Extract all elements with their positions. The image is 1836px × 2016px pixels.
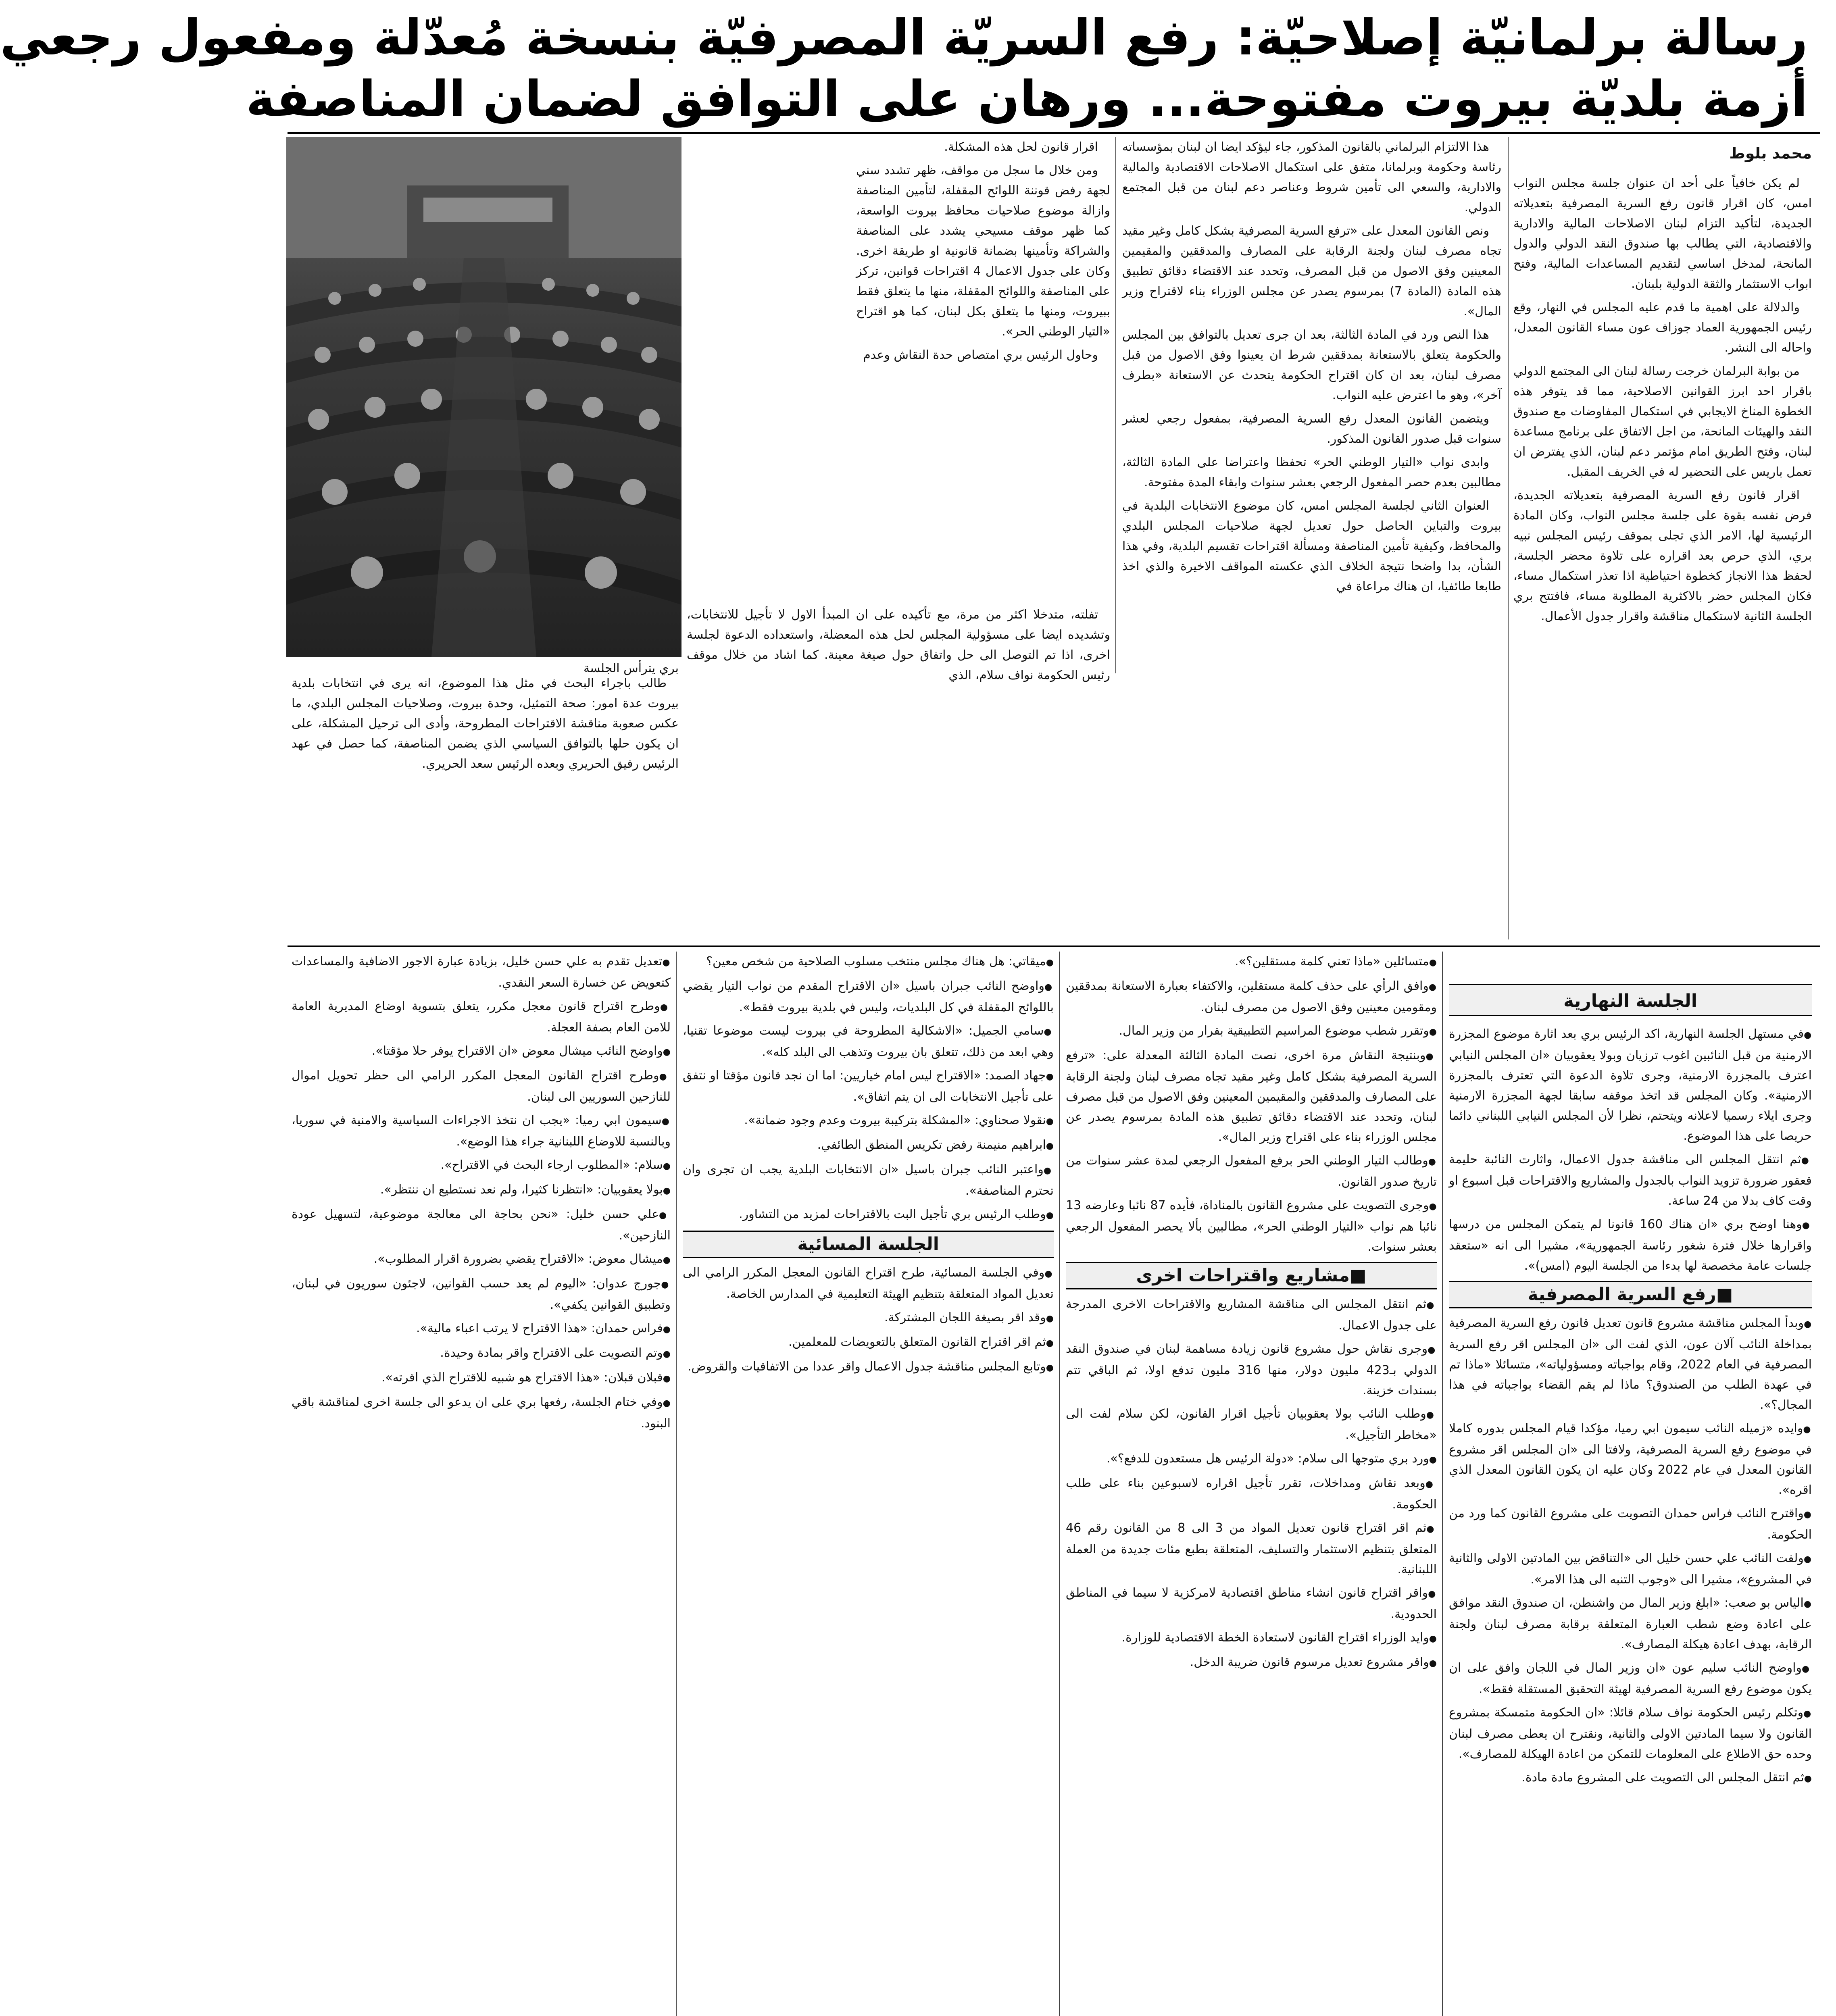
column-divider [676, 952, 677, 2016]
byline: محمد بلوط [1729, 144, 1812, 162]
paragraph: اقرار قانون رفع السرية المصرفية بتعديلاته الجديدة، فرض نفسه بقوة على جلسة مجلس النواب، وكان المادة الرئيسية لها، الامر الذي تجلى بموقف رئيس المجلس نبيه بري، الذي حرص بعد اقراره على تلاوة محضر الجلسة، لحفظ هذا الانجاز كخطوة احتياطية اذا تعذر استكمال مساء، فكان المجلس حضر بالاكثرية المطلوبة مساء، فافتتح بري الجلسة الثانية لاستكمال مناقشة واقرار جدول الأعمال. [1513, 488, 1812, 623]
list-item: ● وافق الرأي على حذف كلمة مستقلين، والاكتفاء بعبارة الاستعانة بمدققين ومقومين معينين وفق الاصول من مصرف لبنان. [1066, 976, 1437, 1018]
list-item: ● وطالب التيار الوطني الحر برفع المفعول الرجعي لمدة عشر سنوات من تاريخ صدور القانون. [1066, 1151, 1437, 1192]
lower-column-1 [1449, 1024, 1812, 2016]
lower-column-3 [683, 952, 1054, 2016]
paragraph: ونص القانون المعدل على «ترفع السرية المصرفية بشكل كامل وغير مقيد تجاه مصرف لبنان ولجنة الرقابة على المصارف والمدققين والمقيمين المعينين وفق الاصول من قبل المصرف، وتحدد عند الاقتضاء دقائق تطبيق هذه المادة (المادة 7) بمرسوم يصدر عن مجلس الوزراء بناء لاقتراح وزير المال». [1122, 224, 1502, 319]
list-item: ● واعتبر النائب جبران باسيل «ان الانتخابات البلدية يجب ان تجرى وان تحترم المناصفة». [683, 1160, 1054, 1201]
article-column-2 [1122, 137, 1501, 939]
list-item: ● واقر اقتراح قانون انشاء مناطق اقتصادية لامركزية لا سيما في المناطق الحدودية. [1066, 1583, 1437, 1624]
photo-image [286, 137, 681, 657]
paragraph: وحاول الرئيس بري امتصاص حدة النقاش وعدم [863, 348, 1098, 362]
article-column-3-continued [687, 605, 1110, 682]
section-heading-other-bills: ■ مشاريع واقتراحات اخرى [1066, 1262, 1437, 1289]
paragraph: ومن خلال ما سجل من مواقف، ظهر تشدد سني لجهة رفض قوننة اللوائح المقفلة، لتأمين المناصفة وازالة موضوع صلاحيات محافظ بيروت الواسعة، كما ظهر موقف مسيحي يشدد على المناصفة والشراكة وتأمينها بضمانة قانونية او طريقة اخرى. وكان على جدول الاعمال 4 اقتراحات قوانين، تركز على المناصفة واللوائح المقفلة، منها ما يتعلق فقط ببيروت، ومنها ما يتعلق بكل لبنان، كما هو اقتراح «التيار الوطني الحر». [856, 163, 1110, 339]
paragraph: لم يكن خافياً على أحد ان عنوان جلسة مجلس النواب امس، كان اقرار قانون رفع السرية المصرفية بتعديلاته الجديدة، لتأكيد التزام لبنان الاصلاحات المالية والادارية والاقتصادية، التي يطالب بها صندوق النقد الدولي والدول المانحة، لمدخل اساسي لتقديم المساعدات المالية، وفتح ابواب الاستثمار والثقة الدولية بلبنان. [1513, 176, 1812, 291]
list-item: ● وايده «زميله النائب سيمون ابي رميا، مؤكدا قيام المجلس بدوره كاملا في موضوع رفع السرية المصرفية، ولافتا الى «ان المجلس اقر مشروع القانون المعدل في عام 2022 وكان عليه ان يكون القانون المعدل الذي اقره». [1449, 1418, 1812, 1500]
list-item: ● ثم اقر اقتراح قانون تعديل المواد من 3 الى 8 من القانون رقم 46 المتعلق بتنظيم الاستثمار والتسليف، المتعلقة بطبع مئات جديدة من العملة اللبنانية. [1066, 1518, 1437, 1580]
list-item: ● واقترح النائب فراس حمدان التصويت على مشروع القانون كما ورد من الحكومة. [1449, 1504, 1812, 1545]
paragraph: طالب باجراء البحث في مثل هذا الموضوع، انه يرى في انتخابات بلدية بيروت عدة امور: صحة التمثيل، وحدة بيروت، وصلاحيات المجلس البلدي، ما عكس صعوبة مناقشة الاقتراحات المطروحة، وأدى الى ترحيل المشكلة، على ان يكون حلها بالتوافق السياسي الذي يضمن المناصفة، كما حصل في عهد الرئيس رفيق الحريري وبعده الرئيس سعد الحريري. [292, 676, 679, 771]
list-item: ● وتم التصويت على الاقتراح واقر بمادة وحيدة. [292, 1343, 671, 1364]
list-item: ● واوضح النائب جبران باسيل «ان الاقتراح المقدم من نواب التيار يقضي باللوائح المقفلة في كل البلديات، وليس في بلدية بيروت فقط». [683, 976, 1054, 1018]
list-item: ● وهنا اوضح بري «ان هناك 160 قانونا لم يتمكن المجلس من درسها واقرارها خلال فترة شغور رئاسة الجمهورية»، مشيرا الى انه «ستعقد جلسات عامة مخصصة لها بدءا من الجلسة اليوم (امس)». [1449, 1214, 1812, 1276]
list-item: ● وتقرر شطب موضوع المراسيم التطبيقية بقرار من وزير المال. [1066, 1021, 1437, 1042]
list-item: ● ورد بري متوجها الى سلام: «دولة الرئيس هل مستعدون للدفع؟». [1066, 1449, 1437, 1470]
list-item: ● وطلب النائب بولا يعقوبيان تأجيل اقرار القانون، لكن سلام لفت الى «مخاطر التأجيل». [1066, 1404, 1437, 1445]
paragraph: هذا النص ورد في المادة الثالثة، بعد ان جرى تعديل بالتوافق بين المجلس والحكومة يتعلق بالاستعانة بمدققين شرط ان يعينوا وفق الاصول من قبل مصرف لبنان، بعد ان كان اقتراح الحكومة يتحدث عن الاستعانة «بطرف آخر»، وهو ما اعترض عليه النواب. [1122, 328, 1501, 402]
article-column-1 [1513, 173, 1812, 939]
section-heading-evening-session: الجلسة المسائية [683, 1231, 1054, 1258]
list-item: ● الياس بو صعب: «ابلغ وزير المال من واشنطن، ان صندوق النقد موافق على اعادة وضع شطب العبارة المتعلقة برقابة مصرف لبنان ولجنة الرقابة، بهدف اعادة هيكلة المصارف». [1449, 1593, 1812, 1655]
paragraph: والدلالة على اهمية ما قدم عليه المجلس في النهار، وقع رئيس الجمهورية العماد جوزاف عون مساء القانون المعدل، واحاله الى النشر. [1513, 300, 1812, 355]
list-item: ● وطرح اقتراح القانون المعجل المكرر الرامي الى حظر تحويل اموال للنازحين السوريين الى لبنان. [292, 1066, 671, 1107]
list-item: ● وجرى نقاش حول مشروع قانون زيادة مساهمة لبنان في صندوق النقد الدولي بـ423 مليون دولار، منها 316 مليون تدفع اولا، ثم الباقي تتم بسندات خزينة. [1066, 1339, 1437, 1401]
list-item: ● وقد اقر بصيغة اللجان المشتركة. [683, 1308, 1054, 1329]
list-item: ● وطرح اقتراح قانون معجل مكرر، يتعلق بتسوية اوضاع المديرية العامة للامن العام بصفة العجلة. [292, 996, 671, 1038]
article-column-3 [856, 137, 1110, 601]
list-item: ● وفي ختام الجلسة، رفعها بري على ان يدعو الى جلسة اخرى لمناقشة باقي البنود. [292, 1392, 671, 1434]
paragraph: هذا الالتزام البرلماني بالقانون المذكور، جاء ليؤكد ايضا ان لبنان بمؤسساته رئاسة وحكومة وبرلمانا، متفق على استكمال الاصلاحات الاقتصادية والمالية والادارية، والسعي الى تأمين شروط وعناصر دعم لبنان من قبل المجتمع الدولي. [1122, 140, 1501, 215]
photo-caption: بري يترأس الجلسة [584, 661, 679, 675]
list-item: ● وبنتيجة النقاش مرة اخرى، نصت المادة الثالثة المعدلة على: «ترفع السرية المصرفية بشكل كامل وغير مقيد تجاه مصرف لبنان ولجنة الرقابة على المصارف والمدققين والمقيمين المعينين وفق الاصول من قبل مصرف لبنان، وتحدد عند الاقتضاء دقائق تطبيق هذه المادة بمرسوم يصدر عن مجلس الوزراء بناء على اقتراح وزير المال». [1066, 1045, 1437, 1148]
list-item: ● ثم انتقل المجلس الى مناقشة المشاريع والاقتراحات الاخرى المدرجة على جدول الاعمال. [1066, 1294, 1437, 1336]
list-item: ● ميقاتي: هل هناك مجلس منتخب مسلوب الصلاحية من شخص معين؟ [683, 952, 1054, 973]
list-item: ● فراس حمدان: «هذا الاقتراح لا يرتب اعباء مالية». [292, 1318, 671, 1340]
list-item: ● وطلب الرئيس بري تأجيل البت بالاقتراحات لمزيد من التشاور. [683, 1204, 1054, 1226]
list-item: ● ولفت النائب علي حسن خليل الى «التناقض بين المادتين الاولى والثانية في المشروع»، مشيرا الى «وجوب التنبه الى هذا الامر». [1449, 1548, 1812, 1590]
column-divider [1059, 952, 1060, 2016]
list-item: ● وبدأ المجلس مناقشة مشروع قانون تعديل قانون رفع السرية المصرفية بمداخلة النائب آلان عون، الذي لفت الى «ان المجلس اقر رفع السرية المصرفية في العام 2022، وقام بواجباته ومسؤولياته»، متسائلا «ماذا تم في عهدة الطلب من الصندوق؟ ماذا لم يقم القضاء بواجباته في هذا المجال؟». [1449, 1313, 1812, 1415]
list-item: ● وتكلم رئيس الحكومة نواف سلام قائلا: «ان الحكومة متمسكة بمشروع القانون ولا سيما المادتين الاولى والثانية، ونقترح ان يعطى مصرف لبنان وحده حق الاطلاع على المعلومات للتمكن من اعادة الهيكلة للمصارف». [1449, 1703, 1812, 1764]
list-item: ● قبلان قبلان: «هذا الاقتراح هو شبيه للاقتراح الذي اقرته». [292, 1368, 671, 1389]
list-item: ● ميشال معوض: «الاقتراح يقضي بضرورة اقرار المطلوب». [292, 1249, 671, 1270]
list-item: ● ثم انتقل المجلس الى التصويت على المشروع مادة مادة. [1449, 1768, 1812, 1789]
article-column-4 [292, 673, 679, 939]
list-item: ● نقولا صحناوي: «المشكلة بتركيبة بيروت وعدم وجود ضمانة». [683, 1110, 1054, 1132]
column-divider [1508, 137, 1509, 939]
paragraph: تفلته، متدخلا اكثر من مرة، مع تأكيده على ان المبدأ الاول لا تأجيل للانتخابات، وتشديده ايضا على مسؤولية المجلس لحل هذه المعضلة، واستعداده الدعوة لجلسة اخرى، اذا تم التوصل الى حل واتفاق حول صيغة معينة. كما اشاد من خلال موقف رئيس الحكومة نواف سلام، الذي [687, 608, 1110, 682]
list-item: ● تعديل تقدم به علي حسن خليل، بزيادة عبارة الاجور الاضافية والمساعدات كتعويض عن خسارة السعر النقدي. [292, 952, 671, 993]
list-item: ● في مستهل الجلسة النهارية، اكد الرئيس بري بعد اثارة موضوع المجزرة الارمنية من قبل النائبين اغوب ترزيان وبولا يعقوبيان «ان المجلس النيابي اعترف بالمجزرة الارمنية، وجرى تلاوة الدعوة التي تعترف بالمجزرة الارمنية». وكان المجلس قد اتخذ موقفه سابقا لجهة المجزرة الارمنية وجرى ايلاء رسميا لاعلانه ويتحتم، نظرا لأن المجلس النيابي اللبناني دائما حريصا على هذا الموضوع. [1449, 1024, 1812, 1146]
list-item: ● علي حسن خليل: «نحن بحاجة الى معالجة موضوعية، لتسهيل عودة النازحين». [292, 1204, 671, 1246]
list-item: ● ثم اقر اقتراح القانون المتعلق بالتعويضات للمعلمين. [683, 1332, 1054, 1354]
lower-column-2 [1066, 952, 1437, 2016]
list-item: ● متسائلين «ماذا تعني كلمة مستقلين؟». [1066, 952, 1437, 973]
list-item: ● وفي الجلسة المسائية، طرح اقتراح القانون المعجل المكرر الرامي الى تعديل المواد المتعلقة بتنظيم الهيئة التعليمية في المدارس الخاصة. [683, 1263, 1054, 1304]
list-item: ● وجرى التصويت على مشروع القانون بالمناداة، فأيده 87 نائبا وعارضه 13 نائبا هم نواب «التيار الوطني الحر»، مطالبين بألا يحصر المفعول الرجعي بعشر سنوات. [1066, 1195, 1437, 1257]
paragraph: ويتضمن القانون المعدل رفع السرية المصرفية، بمفعول رجعي لعشر سنوات قبل صدور القانون المذكور. [1122, 412, 1501, 446]
section-heading-day-session: الجلسة النهارية [1449, 984, 1812, 1016]
list-item: ● وتابع المجلس مناقشة جدول الاعمال واقر عددا من الاتفاقيات والقروض. [683, 1357, 1054, 1378]
section-heading-banking-secrecy: ■ رفع السرية المصرفية [1449, 1281, 1812, 1308]
paragraph: وابدى نواب «التيار الوطني الحر» تحفظا واعتراضا على المادة الثالثة، مطالبين بعدم حصر المفعول الرجعي بعشر سنوات وابقاء المدة مفتوحة. [1122, 455, 1501, 489]
list-item: ● بولا يعقوبيان: «انتظرنا كثيرا، ولم نعد نستطيع ان ننتظر». [292, 1180, 671, 1201]
list-item: ● سلام: «المطلوب ارجاء البحث في الاقتراح». [292, 1155, 671, 1177]
parliament-session-photo [286, 137, 681, 657]
paragraph: العنوان الثاني لجلسة المجلس امس، كان موضوع الانتخابات البلدية في بيروت والتباين الحاصل حول تعديل لجهة صلاحيات المجلس البلدي والمحافظ، وكيفية تأمين المناصفة ومسألة اقتراحات تقسيم البلدية، وفي هذا الشأن، بدا واضحا نتيجة الخلاف الذي عكسته المواقف الاخيرة والذي اخذ طابعا طائفيا، ان هناك مراعاة في [1122, 499, 1501, 594]
list-item: ● واوضح النائب ميشال معوض «ان الاقتراح يوفر حلا مؤقتا». [292, 1041, 671, 1062]
list-item: ● واقر مشروع تعديل مرسوم قانون ضريبة الدخل. [1066, 1652, 1437, 1674]
list-item: ● واوضح النائب سليم عون «ان وزير المال في اللجان وافق على ان يكون موضوع رفع السرية المصرفية لهيئة التحقيق المستقلة فقط». [1449, 1658, 1812, 1699]
list-item: ● ثم انتقل المجلس الى مناقشة جدول الاعمال، واثارت النائبة حليمة قعقور ضرورة تزويد النواب بالجدول والمشاريع والاقتراحات قبل اسبوع او وقت كاف بدلا من 24 ساعة. [1449, 1150, 1812, 1211]
list-item: ● جورج عدوان: «اليوم لم يعد حسب القوانين، لاجئون سوريون في لبنان، وتطبيق القوانين يكفي». [292, 1274, 671, 1315]
headline-line1: رسالة برلمانيّة إصلاحيّة: رفع السريّة المصرفيّة بنسخة مُعدّلة ومفعول رجعي [0, 9, 1808, 66]
lower-column-4 [292, 952, 671, 2016]
section-rule [288, 946, 1820, 947]
column-divider [1442, 952, 1443, 2016]
list-item: ● ابراهيم منيمنة رفض تكريس المنطق الطائفي. [683, 1135, 1054, 1156]
paragraph: اقرار قانون لحل هذه المشكلة. [944, 140, 1098, 154]
list-item: ● سامي الجميل: «الاشكالية المطروحة في بيروت ليست موضوعا تقنيا، وهي ابعد من ذلك، تتعلق بان بيروت وتذهب الى البلد كله». [683, 1021, 1054, 1062]
list-item: ● جهاد الصمد: «الاقتراح ليس امام خياريين: اما ان نجد قانون مؤقتا او نتفق على تأجيل الانتخابات الى ان يتم اتفاق». [683, 1066, 1054, 1107]
headline-line2: أزمة بلديّة بيروت مفتوحة... ورهان على التوافق لضمان المناصفة [246, 70, 1808, 127]
list-item: ● وايد الوزراء اقتراح القانون لاستعادة الخطة الاقتصادية للوزارة. [1066, 1628, 1437, 1649]
list-item: ● سيمون ابي رميا: «يجب ان نتخذ الاجراءات السياسية والامنية في سوريا، وبالنسبة للاوضاع اللبنانية جراء هذا الوضع». [292, 1110, 671, 1152]
column-divider [1115, 137, 1116, 673]
paragraph: من بوابة البرلمان خرجت رسالة لبنان الى المجتمع الدولي باقرار احد ابرز القوانين الاصلاحية، مما قد يتوفر هذه الخطوة المناخ الايجابي في استكمال المفاوضات مع صندوق النقد والهيئات المانحة، من اجل الاتفاق على برنامج مساعدة لبنان، وفتح الطريق امام مؤتمر دعم لبنان، الذي يفترض ان تعمل باريس على التحضير له في الخريف المقبل. [1513, 364, 1812, 479]
headline-rule [288, 132, 1820, 134]
list-item: ● وبعد نقاش ومداخلات، تقرر تأجيل اقراره لاسبوعين بناء على طلب الحكومة. [1066, 1473, 1437, 1515]
